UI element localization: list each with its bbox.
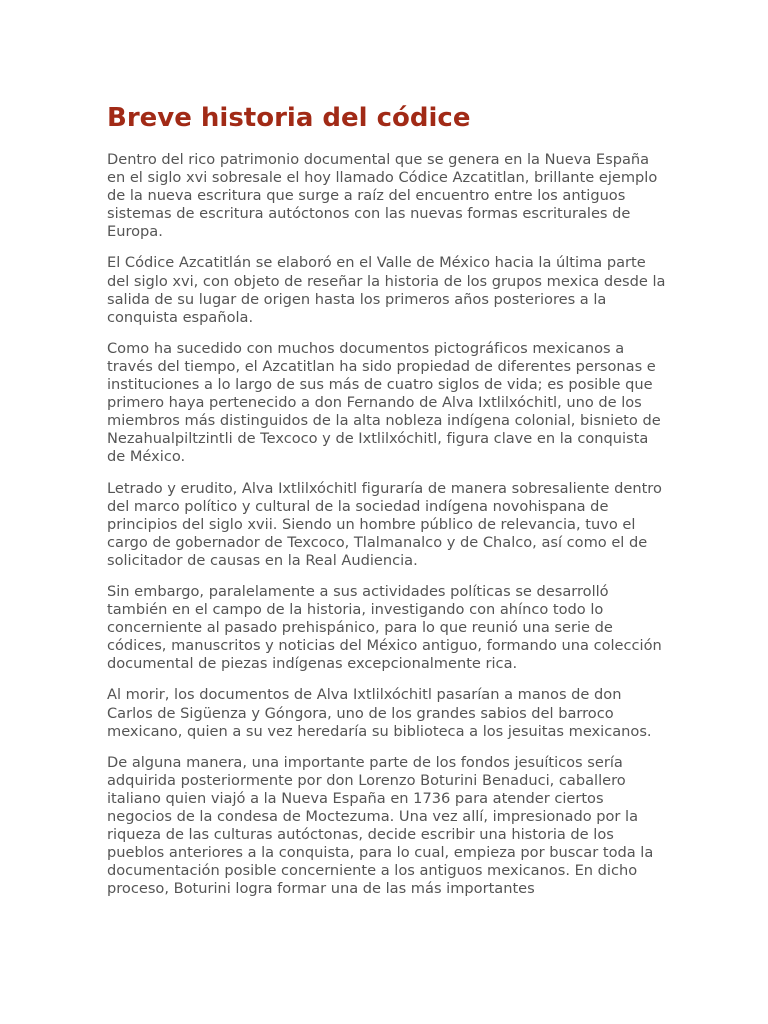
paragraph-6: Al morir, los documentos de Alva Ixtlilxóchitl pasarían a manos de don Carlos de Sigüenza y Góngora, uno de los grandes sabios del barroco mexicano, quien a su vez heredaría su biblioteca a los jesuitas mexicanos. xyxy=(107,686,652,740)
paragraph-5: Sin embargo, paralelamente a sus actividades políticas se desarrolló también en el campo de la historia, investigando con ahínco todo lo concerniente al pasado prehispánico, para lo que reunió una serie de códices, manuscritos y noticias del México antiguo, formando una colección documental de piezas indígenas excepcionalmente rica. xyxy=(107,582,662,673)
paragraph-3: Como ha sucedido con muchos documentos pictográficos mexicanos a través del tiempo, el Azcatitlan ha sido propiedad de diferentes personas e instituciones a lo largo de sus más de cuatro siglos de vida; es posible que primero haya pertenecido a don Fernando de Alva Ixtlilxóchitl, uno de los miembros más distinguidos de la alta nobleza indígena colonial, bisnieto de Nezahualpiltzintli de Texcoco y de Ixtlilxóchitl, figura clave en la conquista de México. xyxy=(107,339,661,466)
paragraph-7: De alguna manera, una importante parte de los fondos jesuíticos sería adquirida posteriormente por don Lorenzo Boturini Benaduci, caballero italiano quien viajó a la Nueva España en 1736 para atender ciertos negocios de la condesa de Moctezuma. Una vez allí, impresionado por la riqueza de las culturas autóctonas, decide escribir una historia de los pueblos anteriores a la conquista, para lo cual, empieza por buscar toda la documentación posible concerniente a los antiguos mexicanos. En dicho proceso, Boturini logra formar una de las más importantes xyxy=(107,753,654,898)
paragraph-2: El Códice Azcatitlán se elaboró en el Valle de México hacia la última parte del siglo xvi, con objeto de reseñar la historia de los grupos mexica desde la salida de su lugar de origen hasta los primeros años posteriores a la conquista española. xyxy=(107,254,666,326)
document-page xyxy=(107,100,667,911)
document-title: Breve historia del códice xyxy=(107,103,471,133)
paragraph-4: Letrado y erudito, Alva Ixtlilxóchitl figuraría de manera sobresaliente dentro del marco político y cultural de la sociedad indígena novohispana de principios del siglo xvii. Siendo un hombre público de relevancia, tuvo el cargo de gobernador de Texcoco, Tlalmanalco y de Chalco, así como el de solicitador de causas en la Real Audiencia. xyxy=(107,479,662,569)
paragraph-1: Dentro del rico patrimonio documental que se genera en la Nueva España en el siglo xvi sobresale el hoy llamado Códice Azcatitlan, brillante ejemplo de la nueva escritura que surge a raíz del encuentro entre los antiguos sistemas de escritura autóctonos con las nuevas formas escriturales de Europa. xyxy=(107,151,658,241)
